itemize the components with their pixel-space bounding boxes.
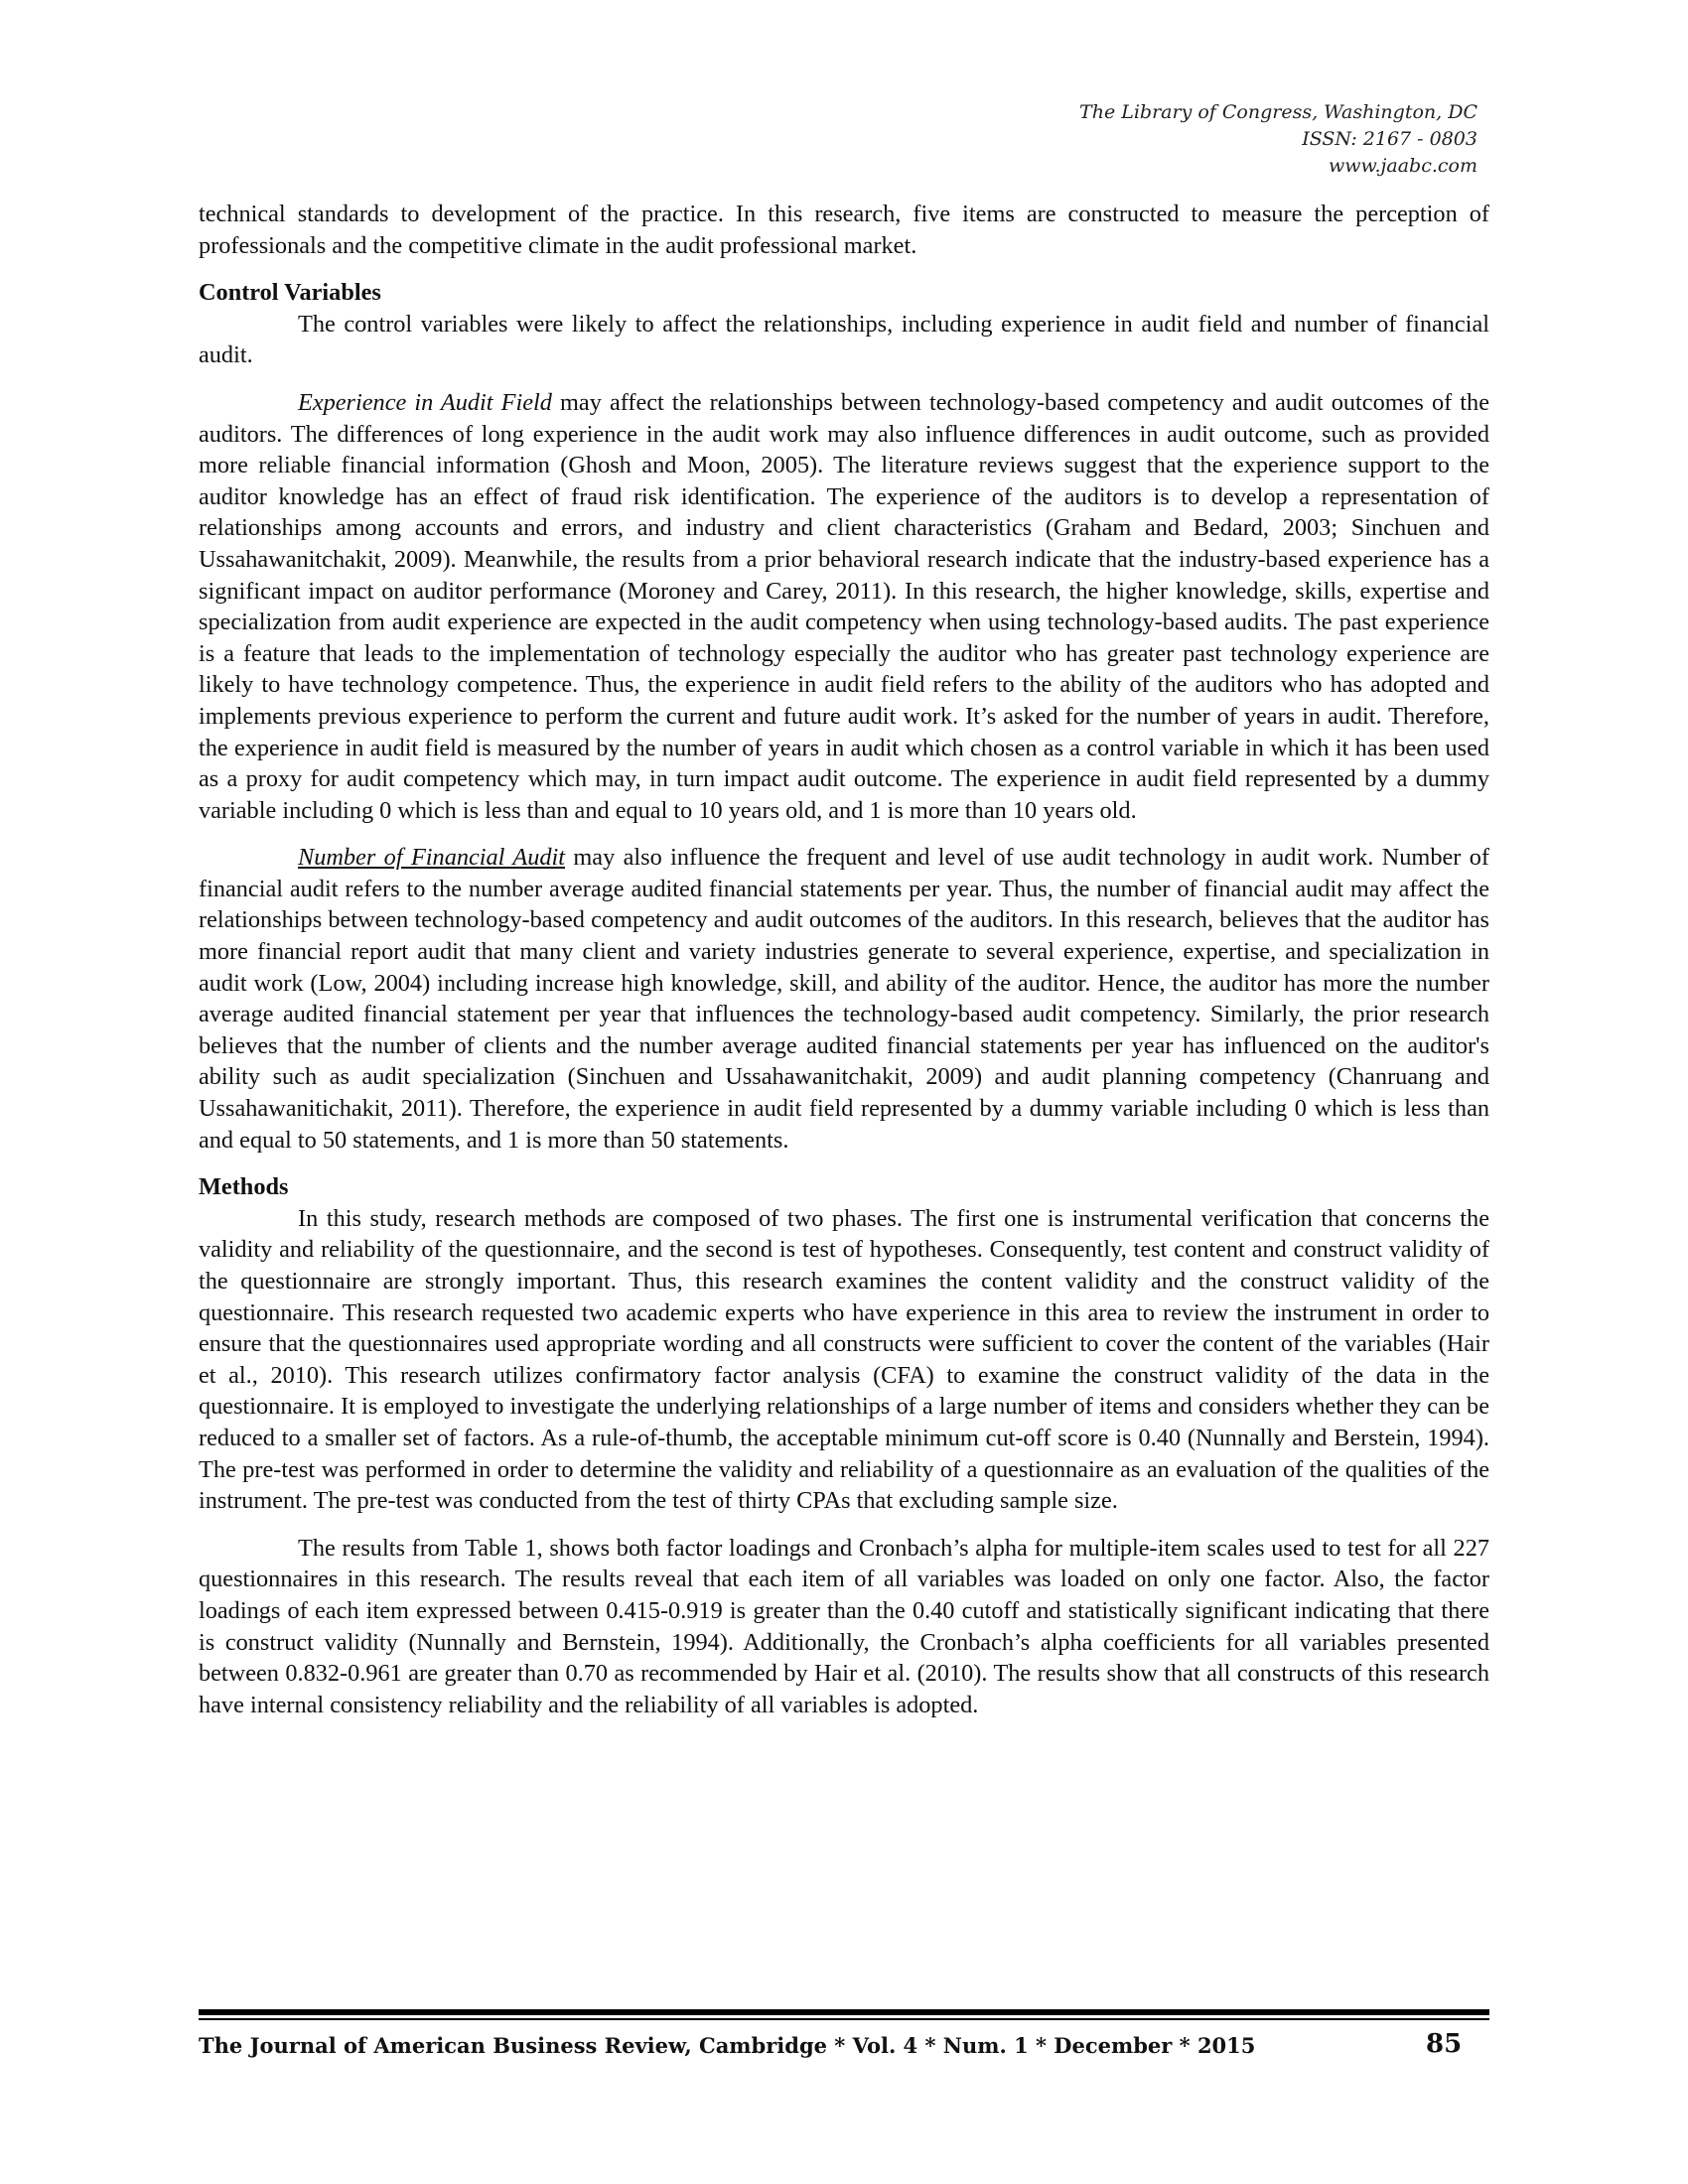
methods-paragraph-1: In this study, research methods are composed of two phases. The first one is instrumental verification that concerns the validity and reliability of the questionnaire, and the second is test of hypotheses. Consequently, test content and construct validity of the questionnaire are strongly important. Thus, this research examines the content validity and the construct validity of the questionnaire. This research requested two academic experts who have experience in this area to review the instrument in order to ensure that the questionnaires used appropriate wording and all constructs were sufficient to cover the content of the variables (Hair et al., 2010). This research utilizes confirmatory factor analysis (CFA) to examine the construct validity of the data in the questionnaire. It is employed to investigate the underlying relationships of a large number of items and considers whether they can be reduced to a smaller set of factors. As a rule-of-thumb, the acceptable minimum cut-off score is 0.40 (Nunnally and Berstein, 1994). The pre-test was performed in order to determine the validity and reliability of a questionnaire as an evaluation of the qualities of the instrument. The pre-test was conducted from the test of thirty CPAs that excluding sample size.: [199, 1204, 1489, 1515]
methods-paragraph-2: The results from Table 1, shows both factor loadings and Cronbach’s alpha for multiple-item scales used to test for all 227 questionnaires in this research. The results reveal that each item of all variables was loaded on only one factor. Also, the factor loadings of each item expressed between 0.415-0.919 is greater than the 0.40 cutoff and statistically significant indicating that there is construct validity (Nunnally and Bernstein, 1994). Additionally, the Cronbach’s alpha coefficients for all variables presented between 0.832-0.961 are greater than 0.70 as recommended by Hair et al. (2010). The results show that all constructs of this research have internal consistency reliability and the reliability of all variables is adopted.: [199, 1534, 1489, 1718]
financial-audit-term: Number of Financial Audit: [298, 844, 566, 872]
footer-rule-thin: [199, 2018, 1489, 2020]
article-body: [199, 199, 1489, 1720]
financial-audit-text: may also influence the frequent and level of use audit technology in audit work. Number of financial audit refers to the number average audited financial statements per year. Thus, the number of financial audit may affect the relationships between technology-based competency and audit outcomes of the auditors. In this research, believes that the auditor has more financial report audit that many client and variety industries generate to several experience, expertise, and specialization in audit work (Low, 2004) including increase high knowledge, skill, and ability of the auditor. Hence, the auditor has more the number average audited financial statement per year that influences the technology-based audit competency. Similarly, the prior research believes that the number of clients and the number average audited financial statements per year has influenced on the auditor's ability such as audit specialization (Sinchuen and Ussahawanitchakit, 2009) and audit planning competency (Chanruang and Ussahawanitichakit, 2011). Therefore, the experience in audit field represented by a dummy variable including 0 which is less than and equal to 50 statements, and 1 is more than 50 statements.: [199, 844, 1489, 1154]
experience-term: Experience in Audit Field: [298, 388, 552, 416]
financial-audit-paragraph: [199, 842, 1489, 1156]
page-number: 85: [1426, 2029, 1463, 2059]
header-publisher: The Library of Congress, Washington, DC: [1079, 101, 1477, 123]
footer-rule-thick: [199, 2009, 1489, 2015]
experience-text: may affect the relationships between technology-based competency and audit outcomes of the auditors. The differences of long experience in the audit work may also influence differences in audit outcome, such as provided more reliable financial information (Ghosh and Moon, 2005). The literature reviews suggest that the experience support to the auditor knowledge has an effect of fraud risk identification. The experience of the auditors is to develop a representation of relationships among accounts and errors, and industry and client characteristics (Graham and Bedard, 2003; Sinchuen and Ussahawanitchakit, 2009). Meanwhile, the results from a prior behavioral research indicate that the industry-based experience has a significant impact on auditor performance (Moroney and Carey, 2011). In this research, the higher knowledge, skills, expertise and specialization from audit experience are expected in the audit competency when using technology-based audits. The past experience is a feature that leads to the implementation of technology especially the auditor who has greater past technology experience are likely to have technology competence. Thus, the experience in audit field refers to the ability of the auditors who has adopted and implements previous experience to perform the current and future audit work. It’s asked for the number of years in audit. Therefore, the experience in audit field is measured by the number of years in audit which chosen as a control variable in which it has been used as a proxy for audit competency which may, in turn impact audit outcome. The experience in audit field represented by a dummy variable including 0 which is less than and equal to 10 years old, and 1 is more than 10 years old.: [199, 388, 1489, 824]
header-issn: ISSN: 2167 - 0803: [1302, 128, 1477, 150]
experience-paragraph: [199, 387, 1489, 826]
running-header: [1079, 99, 1477, 180]
intro-paragraph: technical standards to development of the practice. In this research, five items are constructed to measure the perception of professionals and the competitive climate in the audit professional market.: [199, 201, 1489, 259]
methods-heading: Methods: [199, 1173, 289, 1201]
control-variables-heading: Control Variables: [199, 279, 381, 307]
header-website: www.jaabc.com: [1328, 155, 1477, 177]
control-variables-paragraph: The control variables were likely to affect the relationships, including experience in audit field and number of financial audit.: [199, 310, 1489, 369]
footer-journal-citation: The Journal of American Business Review, Cambridge * Vol. 4 * Num. 1 * December * 2015: [199, 2033, 1256, 2058]
